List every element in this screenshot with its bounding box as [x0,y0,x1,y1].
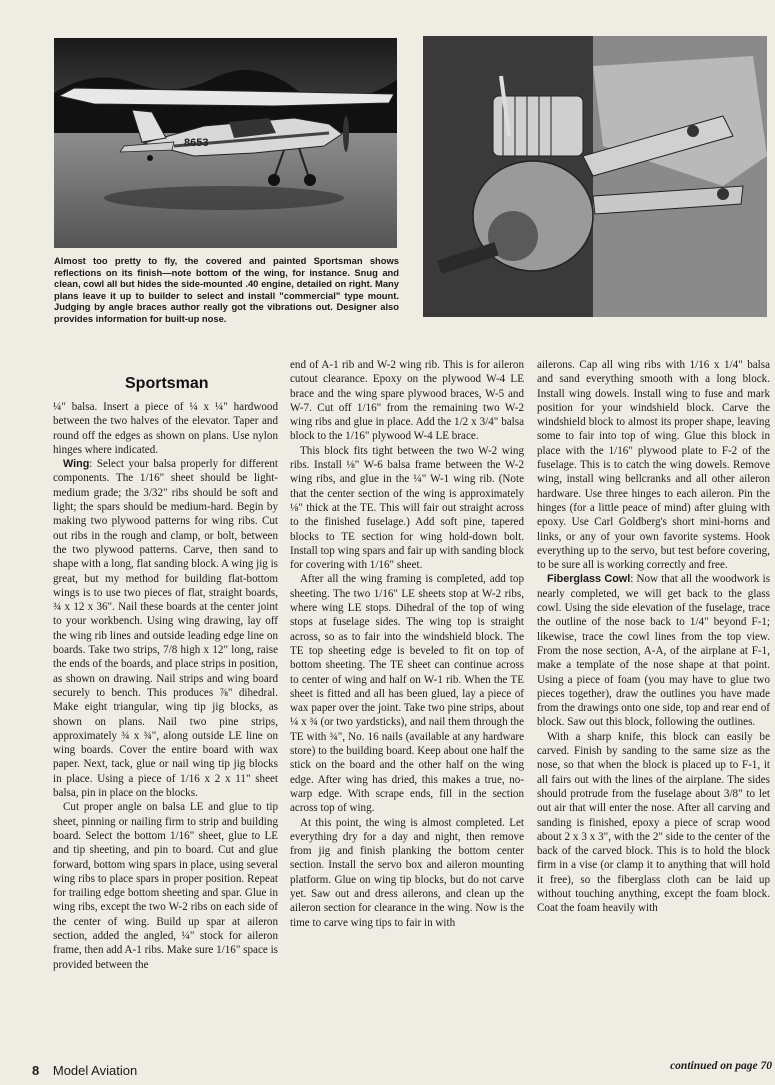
section-runin-cowl: Fiberglass Cowl [547,573,631,586]
engine-photo [423,36,767,317]
airplane-photo [54,38,397,248]
section-runin-wing: Wing [63,458,90,471]
paragraph: Cut proper angle on balsa LE and glue to tip sheet, pinning or nailing firm to strip and building board. Select the bottom 1/16" sheet, glue to LE and tip sheeting, and pin to board. Cut and glue forward, bottom wing spars in place, using several wing ribs to place spars in proper position. Repeat for trailing edge bottom sheeting and spar. Glue in wing ribs, except the two W-2 ribs on each side of the center of wing. Build up spar at aileron section, added the angled, ¼" stock for aileron frame, then add A-1 ribs. Make sure 1/16" space is provided between the [53,801,278,971]
text-column-1 [53,400,278,972]
page-footer [32,1063,137,1078]
registration-marking: 8653 [184,137,209,149]
text-column-3 [537,358,770,916]
paragraph: ¼" balsa. Insert a piece of ¼ x ¼" hardwood between the two halves of the elevator. Taper and round off the edges as shown on plans. Use nylon hinges where indicated. [53,401,278,456]
paragraph: This block fits tight between the two W-2 wing ribs. Install ⅛" W-6 balsa frame between the W-2 wing ribs, and glue in the ¼" W-1 wing rib. (Note that the center section of the wing is approximately ⅛" thick at the TE. This will fair out straight across to the finished fuselage.) Add soft pine, tapered blocks to TE section for wing hold-down bolt. Install top wing spars and fair up with sanding block for covering with 1/16" sheet. [290,444,524,572]
page-number: 8 [32,1063,40,1078]
paragraph [537,572,770,729]
text-column-2 [290,358,524,930]
paragraph-body: : Select your balsa properly for different components. The 1/16" sheet should be light-medium grade; the 3/32" ribs should be soft and light; the spars should be medium-hard. Begin by making two plywood patterns for wing ribs. Cut out ribs in the rough and clamp, or bolt, between the two plywood patterns. Carve, then sand to shape with a long, flat sanding block. A wing jig is great, but my method for building flat-bottom wings is to use two pieces of flat, straight boards, ¾ x 12 x 36". Nail these boards at the center joint to your workbench. Using wing drawing, lay off the wing rib lines and outside leading edge line on boards. Take two strips, 7/8 high x 12" long, raise the ends of the boards, and place strips in position, as shown on drawing. Nail strips and wing board securely to bench. This produces ⅞" dihedral. Make eight triangular, wing tip jig blocks, as shown on plans. Nail two pine strips, approximately ¾ x ¾", along outside LE line on wing boards. Cover the entire board with wax paper. Next, tack, glue or nail wing tip jig blocks in place. Using a piece of 1/16 x 2 x 11" sheet balsa, pin in place on the blocks. [53,458,278,800]
paragraph: end of A-1 rib and W-2 wing rib. This is for aileron cutout clearance. Epoxy on the plywood W-4 LE brace and the wing spare plywood braces, W-5 and W-7. Cut off 1/16" from the remaining two W-2 wing ribs and glue in place. Add the 1/2 x 3/4" balsa block to the 1/16" plywood W-4 LE brace. [290,359,524,443]
paragraph: ailerons. Cap all wing ribs with 1/16 x 1/4" balsa and sand everything smooth with a long block. Install wing dowels. Install wing to fuse and mark position for your windshield block. Carve the windshield block to almost its proper shape, leaving some to fair into top of wing. Glue this block in place with the 1/16" plywood plate to F-2 of the fuselage. This is to catch the wing dowels. Remove wing, install wing bellcranks and all other aileron hardware. Use three hinges to each aileron. Pin the hinges (for a little peace of mind) after gluing with epoxy. Use Carl Goldberg's short mini-horns and links, or any of your own favorite systems. Hook everything up to the servo, but test before covering, to be sure all is working correctly and free. [537,359,770,572]
magazine-name: Model Aviation [52,1063,138,1078]
paragraph: With a sharp knife, this block can easily be carved. Finish by sanding to the same size as the nose, so that when the block is placed up to F-1, it all fairs out with the lines of the airplane. The sides should protrude from the fuselage about 3/8" to let out air that will enter the nose. After all carving and sanding is finished, epoxy a piece of scrap wood about 2 x 3 x 3", with the 2" side to the center of the back of the carved block. This is to hold the block firm in a vise (or clamp it to anything that will hold it free), so the fiberglass cloth can be laid up without touching anything, except the foam block. Coat the foam heavily with [537,730,770,915]
paragraph: At this point, the wing is almost completed. Let everything dry for a day and night, then remove from jig and finish planking the bottom center section. Install the servo box and aileron mounting platform. Glue on wing tip blocks, but do not carve yet. Saw out and dress ailerons, and clean up the aileron section for clearance in the wing. Now is the time to carve wing tips to fair in with [290,816,524,929]
article-headline: Sportsman [125,375,209,392]
paragraph: After all the wing framing is completed, add top sheeting. The two 1/16" LE sheets stop at W-2 ribs, where wing LE stops. Dihedral of the top of wing stops at fuselage sides. The wing top is straight across, so as to fair into the windshield block. The TE top sheeting edge is beveled to fit on top of bottom sheeting. The TE sheet can continue across to center of wing and half on W-1 rib. When the TE sheet is fitted and all has been glued, lay a piece of wax paper over the joint. Take two pine strips, about ¼ x ¾ (or two yardsticks), and nail them through the TE with ¾", No. 16 nails (available at any hardware store) to the building board. Keep about one half the stick on the board and the other half on the wing edge. After wing has dried, this makes a true, no-warp edge. With scrape ends, fill in the section across top of wing. [290,573,524,815]
paragraph [53,457,278,800]
paragraph-body: : Now that all the woodwork is nearly completed, we will get back to the glass cowl. Using the side elevation of the fuselage, trace the outline of the nose back to 1/4" beyond F-1; likewise, trace the cowl lines from the top view. From the nose section, A-A, of the airplane at F-1, make a template of the nose shape at that point. Using a piece of foam (you may have to glue two pieces together), draw the outlines you have made from the drawings onto one side, top and rear end of block. Saw out this block, following the outlines. [537,573,771,729]
continued-link[interactable]: continued on page 70 [670,1060,772,1072]
photo-caption: Almost too pretty to fly, the covered and painted Sportsman shows reflections on its finish—note bottom of the wing, for instance. Snug and clean, cowl all but hides the side-mounted .40 engine, detailed on right. Many plans leave it up to builder to select and install "commercial" type mount. Judging by angle braces author really got the vibrations out. Designer also provides information for built-up nose. [54,255,399,324]
